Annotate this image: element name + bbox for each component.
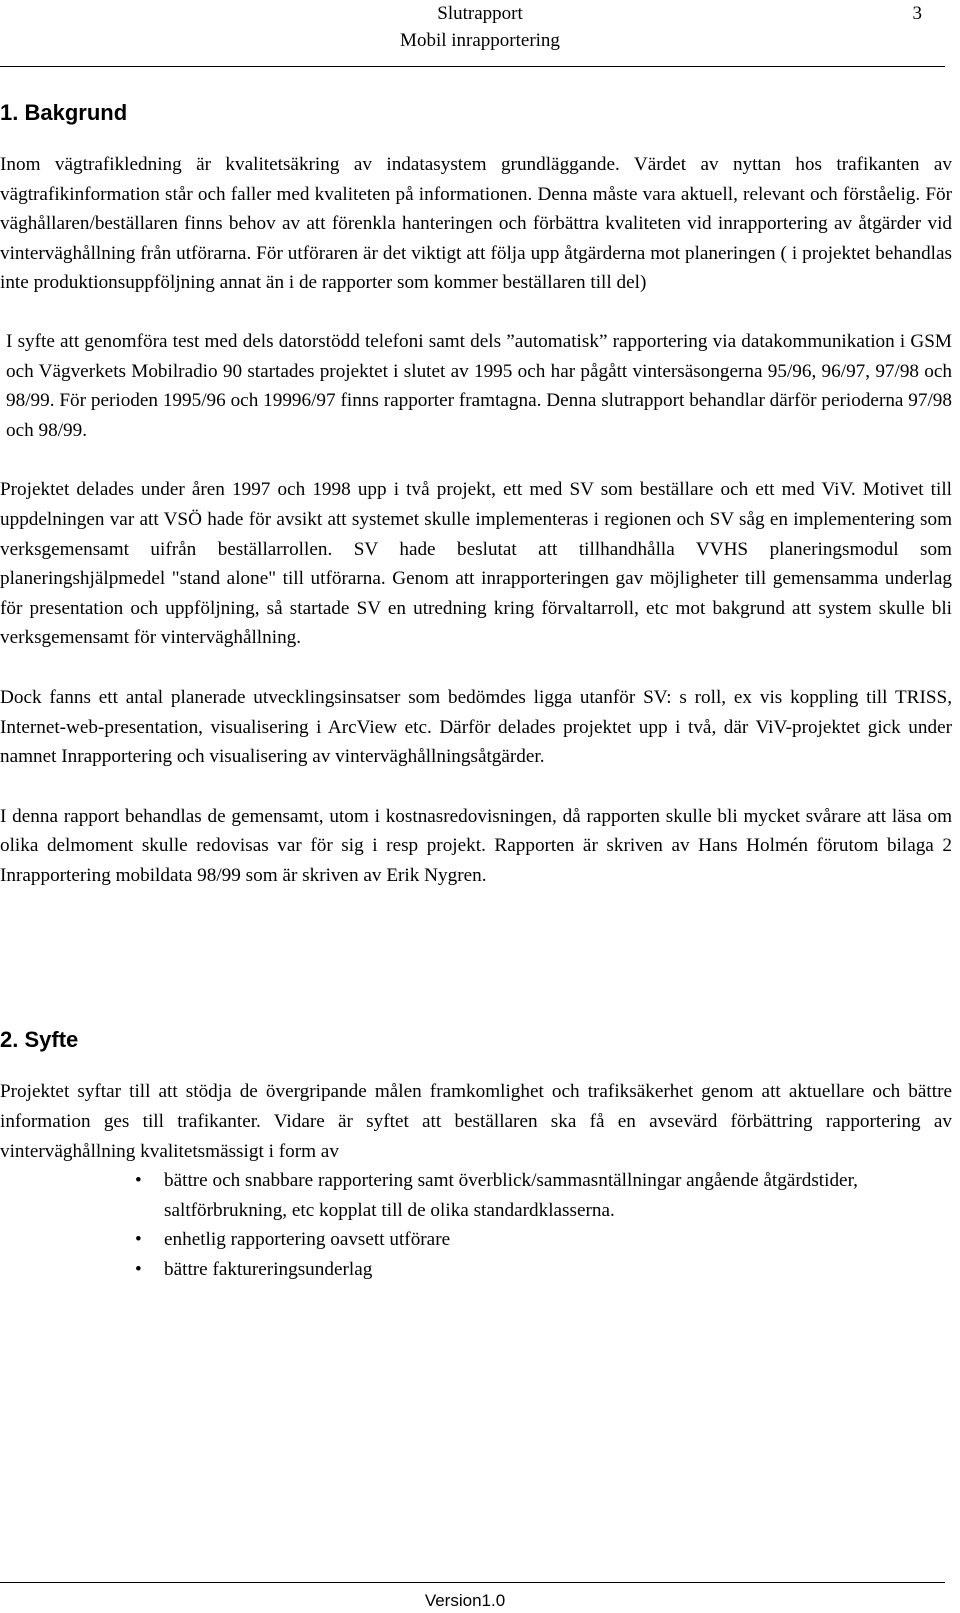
list-item bbox=[0, 1225, 952, 1255]
footer-divider bbox=[0, 1582, 945, 1583]
page-number: 3 bbox=[912, 3, 922, 24]
header-titles bbox=[330, 0, 630, 54]
section-heading-syfte: 2. Syfte bbox=[0, 1027, 79, 1053]
bullet-icon: • bbox=[135, 1229, 142, 1251]
paragraph: I denna rapport behandlas de gemensamt, utom i kostnasredovisningen, då rapporten skulle bli mycket svårare att läsa om olika delmoment skulle redovisas var för sig i resp projekt. Rapporten är skriven av Hans Holmén förutom bilaga 2 Inrapportering mobildata 98/99 som är skriven av Erik Nygren. bbox=[0, 805, 952, 886]
list-item bbox=[0, 1166, 952, 1225]
paragraph: Inom vägtrafikledning är kvalitetsäkring av indatasystem grundläggande. Värdet av nyttan hos trafikanten av vägtrafikinformation står och faller med kvaliteten på informationen. Denna måste vara aktuell, relevant och förståelig. För väghållaren/beställaren finns behov av att förenkla hanteringen och förbättra kvaliteten vid inrapportering av åtgärder vid vinterväghållning från utförarna. För utföraren är det viktigt att följa upp åtgärderna mot planeringen ( i projektet behandlas inte produktionsuppföljning annat än i de rapporter som kommer beställaren till del) bbox=[0, 154, 952, 294]
list-item bbox=[0, 1255, 952, 1285]
paragraph: I syfte att genomföra test med dels datorstödd telefoni samt dels ”automatisk” rapportering via datakommunikation i GSM och Vägverkets Mobilradio 90 startades projektet i slutet av 1995 och har pågått vintersäsongerna 95/96, 96/97, 97/98 och 98/99. För perioden 1995/96 och 19996/97 finns rapporter framtagna. Denna slutrapport behandlar därför perioderna 97/98 och 98/99. bbox=[6, 330, 952, 441]
paragraph: Projektet delades under åren 1997 och 1998 upp i två projekt, ett med SV som beställare och ett med ViV. Motivet till uppdelningen var att VSÖ hade för avsikt att systemet skulle implementeras i regionen och SV såg en implementering som verksgemensamt uifrån beställarrollen. SV hade beslutat att tillhandhålla VVHS planeringsmodul som planeringshjälpmedel "stand alone" till utförarna. Genom att inrapporteringen gav möjligheter till gemensamma underlag för presentation och uppföljning, så startade SV en utredning kring förvaltarroll, etc mot bakgrund att system skulle bli verksgemensamt för vinterväghållning. bbox=[0, 479, 952, 649]
list-item-text: bättre och snabbare rapportering samt överblick/sammasntällningar angående åtgärdstider, saltförbrukning, etc kopplat till de olika standardklasserna. bbox=[164, 1170, 858, 1221]
header-divider bbox=[0, 66, 945, 67]
list-item-text: bättre faktureringsunderlag bbox=[164, 1259, 373, 1281]
footer-version: Version1.0 bbox=[424, 1591, 506, 1610]
paragraph: Dock fanns ett antal planerade utvecklingsinsatser som bedömdes ligga utanför SV: s roll, ex vis koppling till TRISS, Internet-web-presentation, visualisering i ArcView etc. Därför delades projektet upp i två, där ViV-projektet gick under namnet Inrapportering och visualisering av vinterväghållningsåtgärder. bbox=[0, 686, 952, 768]
bullet-icon: • bbox=[135, 1170, 142, 1192]
bullet-icon: • bbox=[135, 1259, 142, 1281]
section-heading-bakgrund: 1. Bakgrund bbox=[0, 100, 128, 125]
list-item-text: enhetlig rapportering oavsett utförare bbox=[164, 1229, 451, 1251]
bullet-list bbox=[0, 1166, 952, 1284]
page-header bbox=[0, 0, 960, 70]
document-subtitle: Mobil inrapportering bbox=[400, 30, 560, 51]
document-title: Slutrapport bbox=[437, 3, 523, 24]
page-body bbox=[0, 98, 952, 1285]
paragraph: Projektet syftar till att stödja de övergripande målen framkomlighet och trafiksäkerhet genom att aktuellare och bättre information ges till trafikanter. Vidare är syftet att beställaren ska få en avsevärd förbättring rapportering av vinterväghållning kvalitetsmässigt i form av bbox=[0, 1081, 952, 1162]
